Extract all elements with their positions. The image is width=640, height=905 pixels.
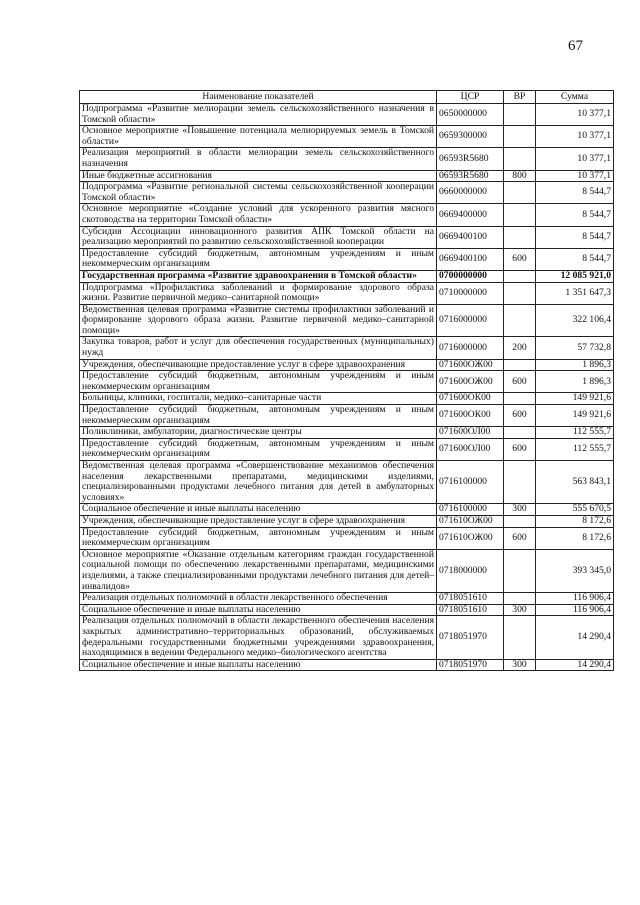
cell-vr bbox=[504, 461, 536, 504]
table-row bbox=[80, 461, 614, 504]
cell-sum: 1 896,3 bbox=[536, 371, 614, 393]
cell-name: Иные бюджетные ассигнования bbox=[80, 170, 437, 182]
cell-name: Предоставление субсидий бюджетным, автономным учреждениям и иным некоммерческим организациям bbox=[80, 248, 437, 270]
cell-name: Предоставление субсидий бюджетным, автономным учреждениям и иным некоммерческим организациям bbox=[80, 405, 437, 427]
table-row bbox=[80, 393, 614, 405]
table-row bbox=[80, 204, 614, 226]
cell-sum: 1 896,3 bbox=[536, 359, 614, 371]
table-row bbox=[80, 549, 614, 592]
cell-vr: 600 bbox=[504, 405, 536, 427]
cell-vr: 300 bbox=[504, 604, 536, 616]
cell-csr: 0716100000 bbox=[437, 504, 504, 516]
table-row bbox=[80, 438, 614, 460]
cell-name: Основное мероприятие «Повышение потенциала мелиорируемых земель в Томской области» bbox=[80, 126, 437, 148]
cell-csr: 0718051970 bbox=[437, 659, 504, 671]
cell-csr: 0716100000 bbox=[437, 461, 504, 504]
cell-name: Ведомственная целевая программа «Развитие системы профилактики заболеваний и формирование здорового образа жизни. Развитие первичной медико–санитарной помощи» bbox=[80, 304, 437, 337]
cell-vr bbox=[504, 593, 536, 605]
cell-csr: 0659300000 bbox=[437, 126, 504, 148]
cell-name: Поликлиники, амбулатории, диагностические центры bbox=[80, 427, 437, 439]
cell-sum: 8 544,7 bbox=[536, 182, 614, 204]
table-row bbox=[80, 405, 614, 427]
cell-sum: 322 106,4 bbox=[536, 304, 614, 337]
cell-vr bbox=[504, 104, 536, 126]
cell-csr: 071610ОЖ00 bbox=[437, 527, 504, 549]
cell-sum: 8 172,6 bbox=[536, 527, 614, 549]
table-row bbox=[80, 616, 614, 659]
table-body bbox=[80, 104, 614, 671]
table-row bbox=[80, 182, 614, 204]
cell-csr: 06593R5680 bbox=[437, 148, 504, 170]
cell-sum: 14 290,4 bbox=[536, 616, 614, 659]
cell-sum: 112 555,7 bbox=[536, 427, 614, 439]
cell-vr bbox=[504, 515, 536, 527]
table-row bbox=[80, 359, 614, 371]
cell-vr bbox=[504, 359, 536, 371]
cell-name: Учреждения, обеспечивающие предоставление услуг в сфере здравоохранения bbox=[80, 359, 437, 371]
table-row bbox=[80, 282, 614, 304]
cell-name: Учреждения, обеспечивающие предоставление услуг в сфере здравоохранения bbox=[80, 515, 437, 527]
cell-name: Социальное обеспечение и иные выплаты населению bbox=[80, 604, 437, 616]
table-row bbox=[80, 304, 614, 337]
cell-sum: 10 377,1 bbox=[536, 126, 614, 148]
cell-name: Ведомственная целевая программа «Совершенствование механизмов обеспечения населения лекарственными препаратами, медицинскими изделиями, специализированными продуктами лечебного питания для детей в амбулаторных условиях» bbox=[80, 461, 437, 504]
table-row bbox=[80, 527, 614, 549]
cell-csr: 0700000000 bbox=[437, 270, 504, 282]
cell-csr: 071600ОЛ00 bbox=[437, 427, 504, 439]
table-header-row bbox=[80, 91, 614, 104]
cell-vr bbox=[504, 282, 536, 304]
table-row bbox=[80, 515, 614, 527]
cell-csr: 071600ОЛ00 bbox=[437, 438, 504, 460]
table-row bbox=[80, 270, 614, 282]
table-row bbox=[80, 371, 614, 393]
header-vr: ВР bbox=[504, 91, 536, 104]
cell-vr: 300 bbox=[504, 504, 536, 516]
cell-name: Предоставление субсидий бюджетным, автономным учреждениям и иным некоммерческим организациям bbox=[80, 527, 437, 549]
cell-vr bbox=[504, 427, 536, 439]
cell-csr: 0710000000 bbox=[437, 282, 504, 304]
cell-vr bbox=[504, 126, 536, 148]
cell-name: Подпрограмма «Развитие региональной системы сельскохозяйственной кооперации Томской области» bbox=[80, 182, 437, 204]
cell-sum: 12 085 921,0 bbox=[536, 270, 614, 282]
cell-vr bbox=[504, 148, 536, 170]
cell-csr: 0669400100 bbox=[437, 248, 504, 270]
cell-csr: 0718051970 bbox=[437, 616, 504, 659]
cell-csr: 0669400000 bbox=[437, 204, 504, 226]
table-row bbox=[80, 604, 614, 616]
table-row bbox=[80, 104, 614, 126]
cell-sum: 112 555,7 bbox=[536, 438, 614, 460]
cell-csr: 0718051610 bbox=[437, 593, 504, 605]
cell-vr bbox=[504, 204, 536, 226]
table-row bbox=[80, 126, 614, 148]
table-row bbox=[80, 226, 614, 248]
cell-sum: 57 732,8 bbox=[536, 337, 614, 359]
cell-sum: 10 377,1 bbox=[536, 148, 614, 170]
cell-name: Основное мероприятие «Создание условий для ускоренного развития мясного скотоводства на территории Томской области» bbox=[80, 204, 437, 226]
cell-name: Подпрограмма «Развитие мелиорации земель сельскохозяйственного назначения в Томской области» bbox=[80, 104, 437, 126]
cell-vr: 600 bbox=[504, 248, 536, 270]
cell-csr: 071610ОЖ00 bbox=[437, 515, 504, 527]
table-row bbox=[80, 504, 614, 516]
cell-name: Социальное обеспечение и иные выплаты населению bbox=[80, 659, 437, 671]
cell-name: Реализация отдельных полномочий в области лекарственного обеспечения населения закрытых административно–территориальных образований, обслуживаемых федеральными государственными бюджетными учреждениями здравоохранения, находящимися в ведении Федерального медико–биологического агентства bbox=[80, 616, 437, 659]
cell-name: Государственная программа «Развитие здравоохранения в Томской области» bbox=[80, 270, 437, 282]
table-row bbox=[80, 337, 614, 359]
cell-name: Предоставление субсидий бюджетным, автономным учреждениям и иным некоммерческим организациям bbox=[80, 438, 437, 460]
cell-vr: 800 bbox=[504, 170, 536, 182]
table-row bbox=[80, 659, 614, 671]
header-name: Наименование показателей bbox=[80, 91, 437, 104]
cell-vr bbox=[504, 393, 536, 405]
cell-sum: 116 906,4 bbox=[536, 593, 614, 605]
table-row bbox=[80, 170, 614, 182]
cell-csr: 06593R5680 bbox=[437, 170, 504, 182]
cell-csr: 071600ОК00 bbox=[437, 405, 504, 427]
cell-vr: 600 bbox=[504, 527, 536, 549]
cell-name: Закупка товаров, работ и услуг для обеспечения государственных (муниципальных) нужд bbox=[80, 337, 437, 359]
cell-sum: 8 172,6 bbox=[536, 515, 614, 527]
header-sum: Сумма bbox=[536, 91, 614, 104]
cell-csr: 0718000000 bbox=[437, 549, 504, 592]
cell-name: Больницы, клиники, госпитали, медико–санитарные части bbox=[80, 393, 437, 405]
table-row bbox=[80, 248, 614, 270]
cell-csr: 0718051610 bbox=[437, 604, 504, 616]
cell-vr bbox=[504, 182, 536, 204]
table-row bbox=[80, 593, 614, 605]
cell-vr bbox=[504, 616, 536, 659]
cell-csr: 071600ОЖ00 bbox=[437, 371, 504, 393]
budget-table bbox=[79, 90, 614, 671]
cell-sum: 555 670,5 bbox=[536, 504, 614, 516]
table-row bbox=[80, 148, 614, 170]
cell-sum: 10 377,1 bbox=[536, 170, 614, 182]
cell-name: Предоставление субсидий бюджетным, автономным учреждениям и иным некоммерческим организациям bbox=[80, 371, 437, 393]
cell-name: Реализация отдельных полномочий в области лекарственного обеспечения bbox=[80, 593, 437, 605]
cell-csr: 0716000000 bbox=[437, 337, 504, 359]
cell-name: Субсидия Ассоциации инновационного развития АПК Томской области на реализацию мероприятий по развитию сельскохозяйственной кооперации bbox=[80, 226, 437, 248]
cell-sum: 10 377,1 bbox=[536, 104, 614, 126]
cell-sum: 149 921,6 bbox=[536, 393, 614, 405]
cell-name: Реализация мероприятий в области мелиорации земель сельскохозяйственного назначения bbox=[80, 148, 437, 170]
table-row bbox=[80, 427, 614, 439]
cell-vr bbox=[504, 270, 536, 282]
cell-vr: 300 bbox=[504, 659, 536, 671]
cell-vr: 200 bbox=[504, 337, 536, 359]
cell-csr: 071600ОЖ00 bbox=[437, 359, 504, 371]
header-csr: ЦСР bbox=[437, 91, 504, 104]
cell-sum: 563 843,1 bbox=[536, 461, 614, 504]
cell-name: Социальное обеспечение и иные выплаты населению bbox=[80, 504, 437, 516]
cell-csr: 0660000000 bbox=[437, 182, 504, 204]
cell-name: Подпрограмма «Профилактика заболеваний и формирование здорового образа жизни. Развитие первичной медико–санитарной помощи» bbox=[80, 282, 437, 304]
cell-csr: 0716000000 bbox=[437, 304, 504, 337]
cell-sum: 8 544,7 bbox=[536, 226, 614, 248]
cell-vr: 600 bbox=[504, 438, 536, 460]
cell-vr bbox=[504, 226, 536, 248]
cell-sum: 14 290,4 bbox=[536, 659, 614, 671]
cell-sum: 8 544,7 bbox=[536, 248, 614, 270]
cell-sum: 149 921,6 bbox=[536, 405, 614, 427]
cell-csr: 071600ОК00 bbox=[437, 393, 504, 405]
cell-csr: 0650000000 bbox=[437, 104, 504, 126]
page-number: 67 bbox=[568, 38, 583, 54]
cell-vr bbox=[504, 304, 536, 337]
cell-vr bbox=[504, 549, 536, 592]
cell-sum: 1 351 647,3 bbox=[536, 282, 614, 304]
cell-vr: 600 bbox=[504, 371, 536, 393]
cell-sum: 8 544,7 bbox=[536, 204, 614, 226]
cell-csr: 0669400100 bbox=[437, 226, 504, 248]
cell-sum: 393 345,0 bbox=[536, 549, 614, 592]
cell-sum: 116 906,4 bbox=[536, 604, 614, 616]
cell-name: Основное мероприятие «Оказание отдельным категориям граждан государственной социальной помощи по обеспечению лекарственными препаратами, медицинскими изделиями, а также специализированными продуктами лечебного питания для детей–инвалидов» bbox=[80, 549, 437, 592]
